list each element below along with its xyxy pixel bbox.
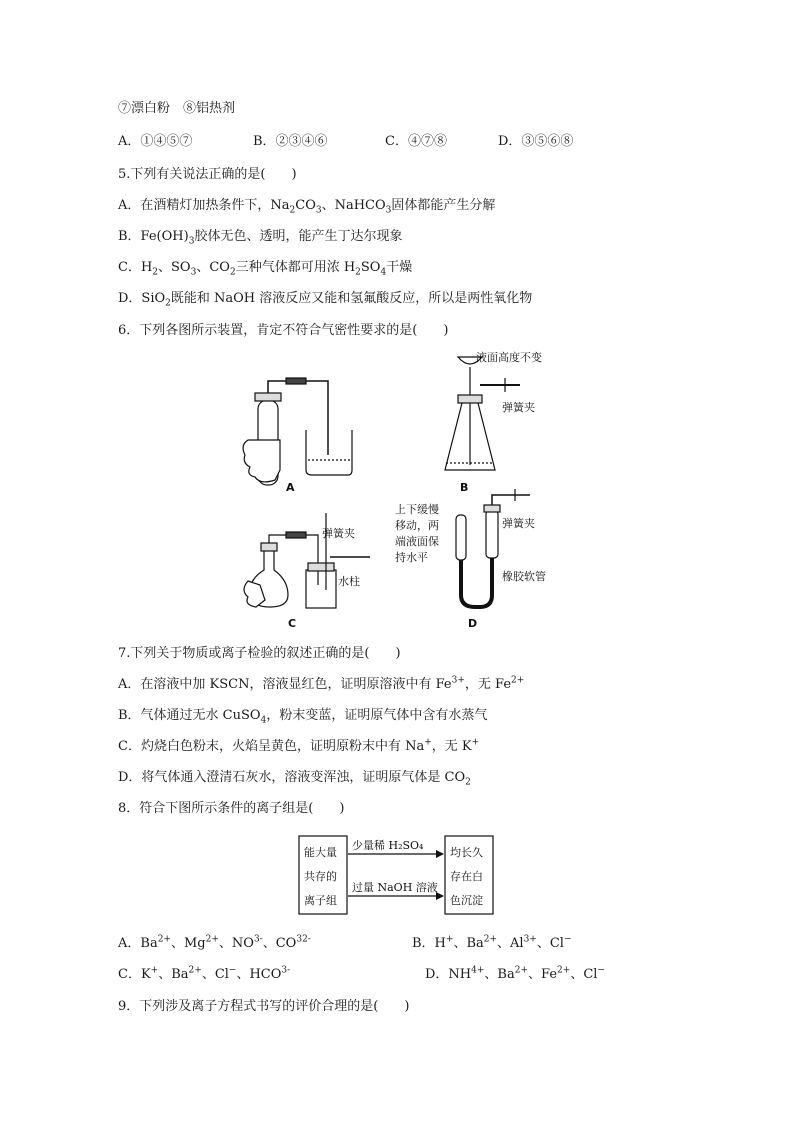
figure-c-label: C <box>288 617 297 630</box>
d-note-line3: 端液面保 <box>395 535 439 548</box>
q5-option-d: D．SiO$_2$既能和 NaOH 溶液反应又能和氢氟酸反应，所以是两性氧化物 <box>118 291 533 309</box>
right-box-line3: 色沉淀 <box>450 894 483 907</box>
ion-condition-diagram <box>298 834 498 918</box>
q8-option-a: A．$Ba^{2+}$、$Mg^{2+}$、$NO^{3-}$、$CO^{32-}$ <box>118 934 311 951</box>
d-note-line2: 移动，两 <box>395 519 439 532</box>
left-box-line3: 离子组 <box>304 894 337 907</box>
figure-a <box>243 378 352 485</box>
q4-option-c: C．④⑦⑧ <box>385 134 447 149</box>
q4-option-b: B．②③④⑥ <box>253 134 328 149</box>
q8-stem: 8．符合下图所示条件的离子组是( ) <box>118 801 345 816</box>
q8-option-d: D．$NH^{4+}$、$Ba^{2+}$、$Fe^{2+}$、Cl− <box>425 965 605 982</box>
q5-option-b: B．$Fe(OH)_3$胶体无色、透明，能产生丁达尔现象 <box>118 229 403 247</box>
d-clip-label: 弹簧夹 <box>502 517 535 530</box>
figure-a-label: A <box>286 481 295 494</box>
q8-option-b: B．H+、$Ba^{2+}$、$Al^{3+}$、Cl− <box>412 934 572 951</box>
q9-stem: 9．下列涉及离子方程式书写的评价合理的是( ) <box>118 999 410 1014</box>
q4-option-d: D．③⑤⑥⑧ <box>498 134 574 149</box>
arrow-top-label: 少量稀 H₂SO₄ <box>352 839 424 852</box>
c-water-label: 水柱 <box>338 575 360 588</box>
arrow-bottom-label: 过量 NaOH 溶液 <box>352 881 438 894</box>
q6-stem: 6．下列各图所示装置，肯定不符合气密性要求的是( ) <box>118 323 449 338</box>
figure-d <box>456 489 530 607</box>
d-tube-label: 橡胶软管 <box>502 570 546 583</box>
b-level-label: 液面高度不变 <box>476 351 542 364</box>
left-box-line1: 能大量 <box>304 846 337 859</box>
c-clip-label: 弹簧夹 <box>322 527 355 540</box>
figure-b-label: B <box>460 481 469 494</box>
q7-option-c: C．灼烧白色粉末，火焰呈黄色，证明原粉末中有 Na+，无 K+ <box>118 737 480 754</box>
q5-option-c: C．$H_2$、$SO_3$、$CO_2$三种气体都可用浓 $H_2SO_4$干燥 <box>118 260 413 278</box>
left-box-line2: 共存的 <box>304 870 337 883</box>
q4-option-a: A．①④⑤⑦ <box>118 134 193 149</box>
arrow-top-head <box>436 850 444 858</box>
apparatus-figure <box>230 345 630 635</box>
right-box-line1: 均长久 <box>450 846 483 859</box>
q7-option-a: A．在溶液中加 KSCN，溶液显红色，证明原溶液中有 $Fe^{3+}$，无 $Fe^{2+}$ <box>118 675 525 692</box>
b-clip-label: 弹簧夹 <box>502 401 535 414</box>
q4-continuation-line: ⑦漂白粉 ⑧铝热剂 <box>118 101 236 116</box>
q5-stem: 5.下列有关说法正确的是( ) <box>118 167 297 182</box>
q5-option-a: A．在酒精灯加热条件下，$Na_2CO_3$、NaHCO$_3$固体都能产生分解 <box>118 198 496 216</box>
right-box-line2: 存在白 <box>450 870 483 883</box>
q7-option-b: B．气体通过无水 CuSO$_4$，粉末变蓝，证明原气体中含有水蒸气 <box>118 708 488 726</box>
d-note-line4: 持水平 <box>395 551 428 564</box>
figure-d-label: D <box>468 617 478 630</box>
d-note-line1: 上下缓慢 <box>395 503 439 516</box>
q7-stem: 7.下列关于物质或离子检验的叙述正确的是( ) <box>118 646 401 661</box>
q7-option-d: D．将气体通入澄清石灰水，溶液变浑浊，证明原气体是 $CO_2$ <box>118 770 471 788</box>
q8-option-c: C．K+、$Ba^{2+}$、Cl−、$HCO^{3-}$ <box>118 965 291 982</box>
